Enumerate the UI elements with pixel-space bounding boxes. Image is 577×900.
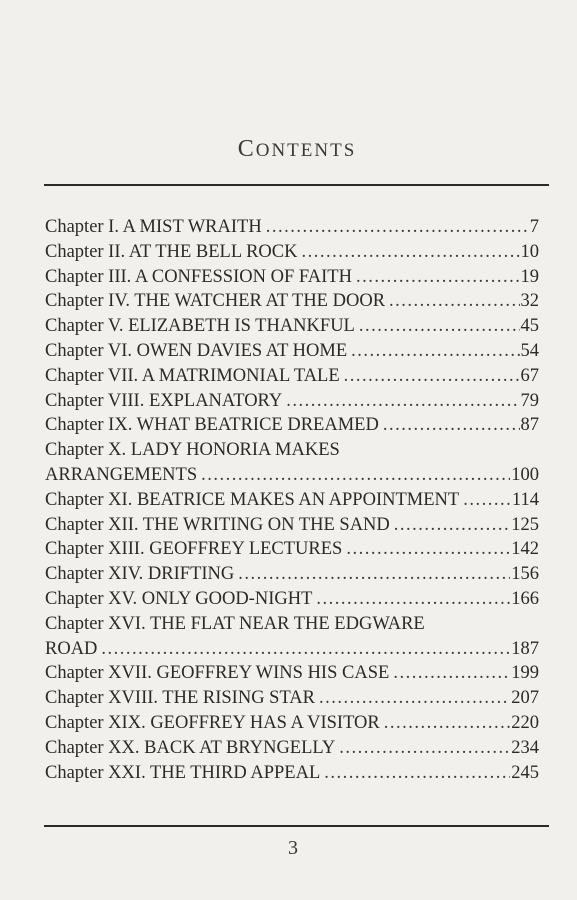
toc-entry: Chapter XXI. THE THIRD APPEAL ..... 245 [45,761,539,786]
dot-leader [359,314,520,339]
toc-entry: Chapter XVIII. THE RISING STAR ..... 207 [45,686,539,711]
toc-entry: Chapter XV. ONLY GOOD-NIGHT ..... 166 [45,587,539,612]
toc-entry: Chapter IV. THE WATCHER AT THE DOOR ..... 32 [45,289,539,314]
toc-entry: ARRANGEMENTS ..... 100 [45,463,539,488]
toc-entry: Chapter XIII. GEOFFREY LECTURES ..... 142 [45,537,539,562]
toc-entry: Chapter IX. WHAT BEATRICE DREAMED ..... 87 [45,413,539,438]
page-title: CONTENTS [237,136,357,162]
dot-leader [266,215,529,240]
dot-leader [301,240,519,265]
toc-entry: Chapter XIX. GEOFFREY HAS A VISITOR ..... 220 [45,711,539,736]
toc-entry: Chapter V. ELIZABETH IS THANKFUL ..... 45 [45,314,539,339]
dot-leader [463,488,511,513]
toc-entry: Chapter XVII. GEOFFREY WINS HIS CASE ..... 199 [45,661,539,686]
toc-entry: Chapter I. A MIST WRAITH ..... 7 [45,215,539,240]
dot-leader [393,661,510,686]
dot-leader [394,513,510,538]
toc-entry: ROAD ..... 187 [45,637,539,662]
bottom-rule [44,825,549,827]
dot-leader [344,364,520,389]
dot-leader [383,413,520,438]
toc-entry: Chapter XII. THE WRITING ON THE SAND ..... 125 [45,513,539,538]
dot-leader [316,587,510,612]
top-rule [44,184,549,186]
dot-leader [339,736,510,761]
toc-entry: Chapter III. A CONFESSION OF FAITH ..... 19 [45,265,539,290]
toc-entry: Chapter XI. BEATRICE MAKES AN APPOINTMENT ..... 114 [45,488,539,513]
toc-entry: Chapter VIII. EXPLANATORY ..... 79 [45,389,539,414]
table-of-contents [45,215,539,785]
toc-entry-first-line: Chapter X. LADY HONORIA MAKES [45,440,340,461]
dot-leader [324,761,510,786]
dot-leader [389,289,519,314]
toc-entry-first-line: Chapter XVI. THE FLAT NEAR THE EDGWARE [45,613,425,634]
toc-entry: Chapter II. AT THE BELL ROCK ..... 10 [45,240,539,265]
dot-leader [101,637,510,662]
dot-leader [356,265,520,290]
dot-leader [351,339,519,364]
page-number: 3 [288,837,298,859]
toc-entry: Chapter VI. OWEN DAVIES AT HOME ..... 54 [45,339,539,364]
toc-entry: Chapter XIV. DRIFTING ..... 156 [45,562,539,587]
dot-leader [286,389,519,414]
dot-leader [201,463,510,488]
dot-leader [238,562,510,587]
toc-entry: Chapter XX. BACK AT BRYNGELLY ..... 234 [45,736,539,761]
dot-leader [384,711,511,736]
toc-entry: Chapter VII. A MATRIMONIAL TALE ..... 67 [45,364,539,389]
dot-leader [319,686,510,711]
dot-leader [346,537,510,562]
